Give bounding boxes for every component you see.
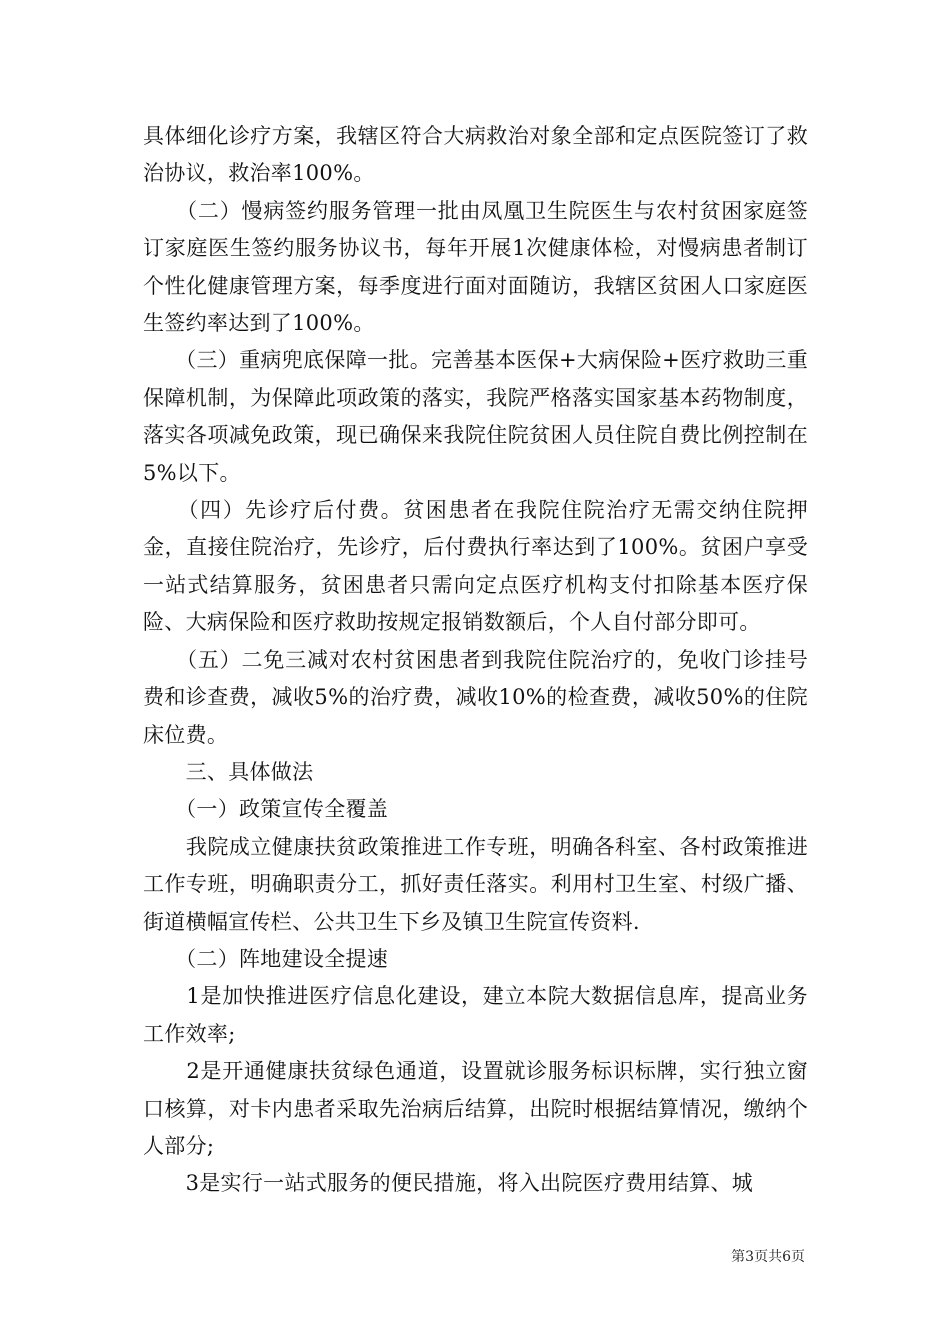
paragraph: （四）先诊疗后付费。贫困患者在我院住院治疗无需交纳住院押金，直接住院治疗，先诊疗，后付费执行率达到了100%。贫困户享受一站式结算服务，贫困患者只需向定点医疗机构支付扣除基本医疗保险、大病保险和医疗救助按规定报销数额后，个人自付部分即可。 — [143, 498, 808, 635]
list-item: 1是加快推进医疗信息化建设，建立本院大数据信息库，提高业务工作效率; — [143, 984, 808, 1046]
paragraph: 具体细化诊疗方案，我辖区符合大病救治对象全部和定点医院签订了救治协议，救治率100%。 — [143, 124, 808, 186]
paragraph: （三）重病兜底保障一批。完善基本医保+大病保险+医疗救助三重保障机制，为保障此项政策的落实，我院严格落实国家基本药物制度，落实各项减免政策，现已确保来我院住院贫困人员住院自费比例控制在5%以下。 — [143, 348, 808, 485]
paragraph: 我院成立健康扶贫政策推进工作专班，明确各科室、各村政策推进工作专班，明确职责分工，抓好责任落实。利用村卫生室、村级广播、街道横幅宣传栏、公共卫生下乡及镇卫生院宣传资料. — [143, 834, 808, 934]
list-item: 2是开通健康扶贫绿色通道，设置就诊服务标识标牌，实行独立窗口核算，对卡内患者采取先治病后结算，出院时根据结算情况，缴纳个人部分; — [143, 1059, 808, 1158]
paragraph: （五）二免三减对农村贫困患者到我院住院治疗的，免收门诊挂号费和诊查费，减收5%的治疗费，减收10%的检查费，减收50%的住院床位费。 — [143, 647, 808, 747]
subsection-heading: （二）阵地建设全提速 — [143, 946, 389, 971]
paragraph: （二）慢病签约服务管理一批由凤凰卫生院医生与农村贫困家庭签订家庭医生签约服务协议书，每年开展1次健康体检，对慢病患者制订个性化健康管理方案，每季度进行面对面随访，我辖区贫困人口家庭医生签约率达到了100%。 — [143, 198, 808, 336]
subsection-heading: （一）政策宣传全覆盖 — [143, 797, 389, 822]
page-number: 第3页共6页 — [731, 1249, 805, 1265]
list-item: 3是实行一站式服务的便民措施，将入出院医疗费用结算、城 — [143, 1171, 754, 1196]
section-heading: 三、具体做法 — [143, 759, 314, 784]
document-body — [143, 118, 808, 1203]
